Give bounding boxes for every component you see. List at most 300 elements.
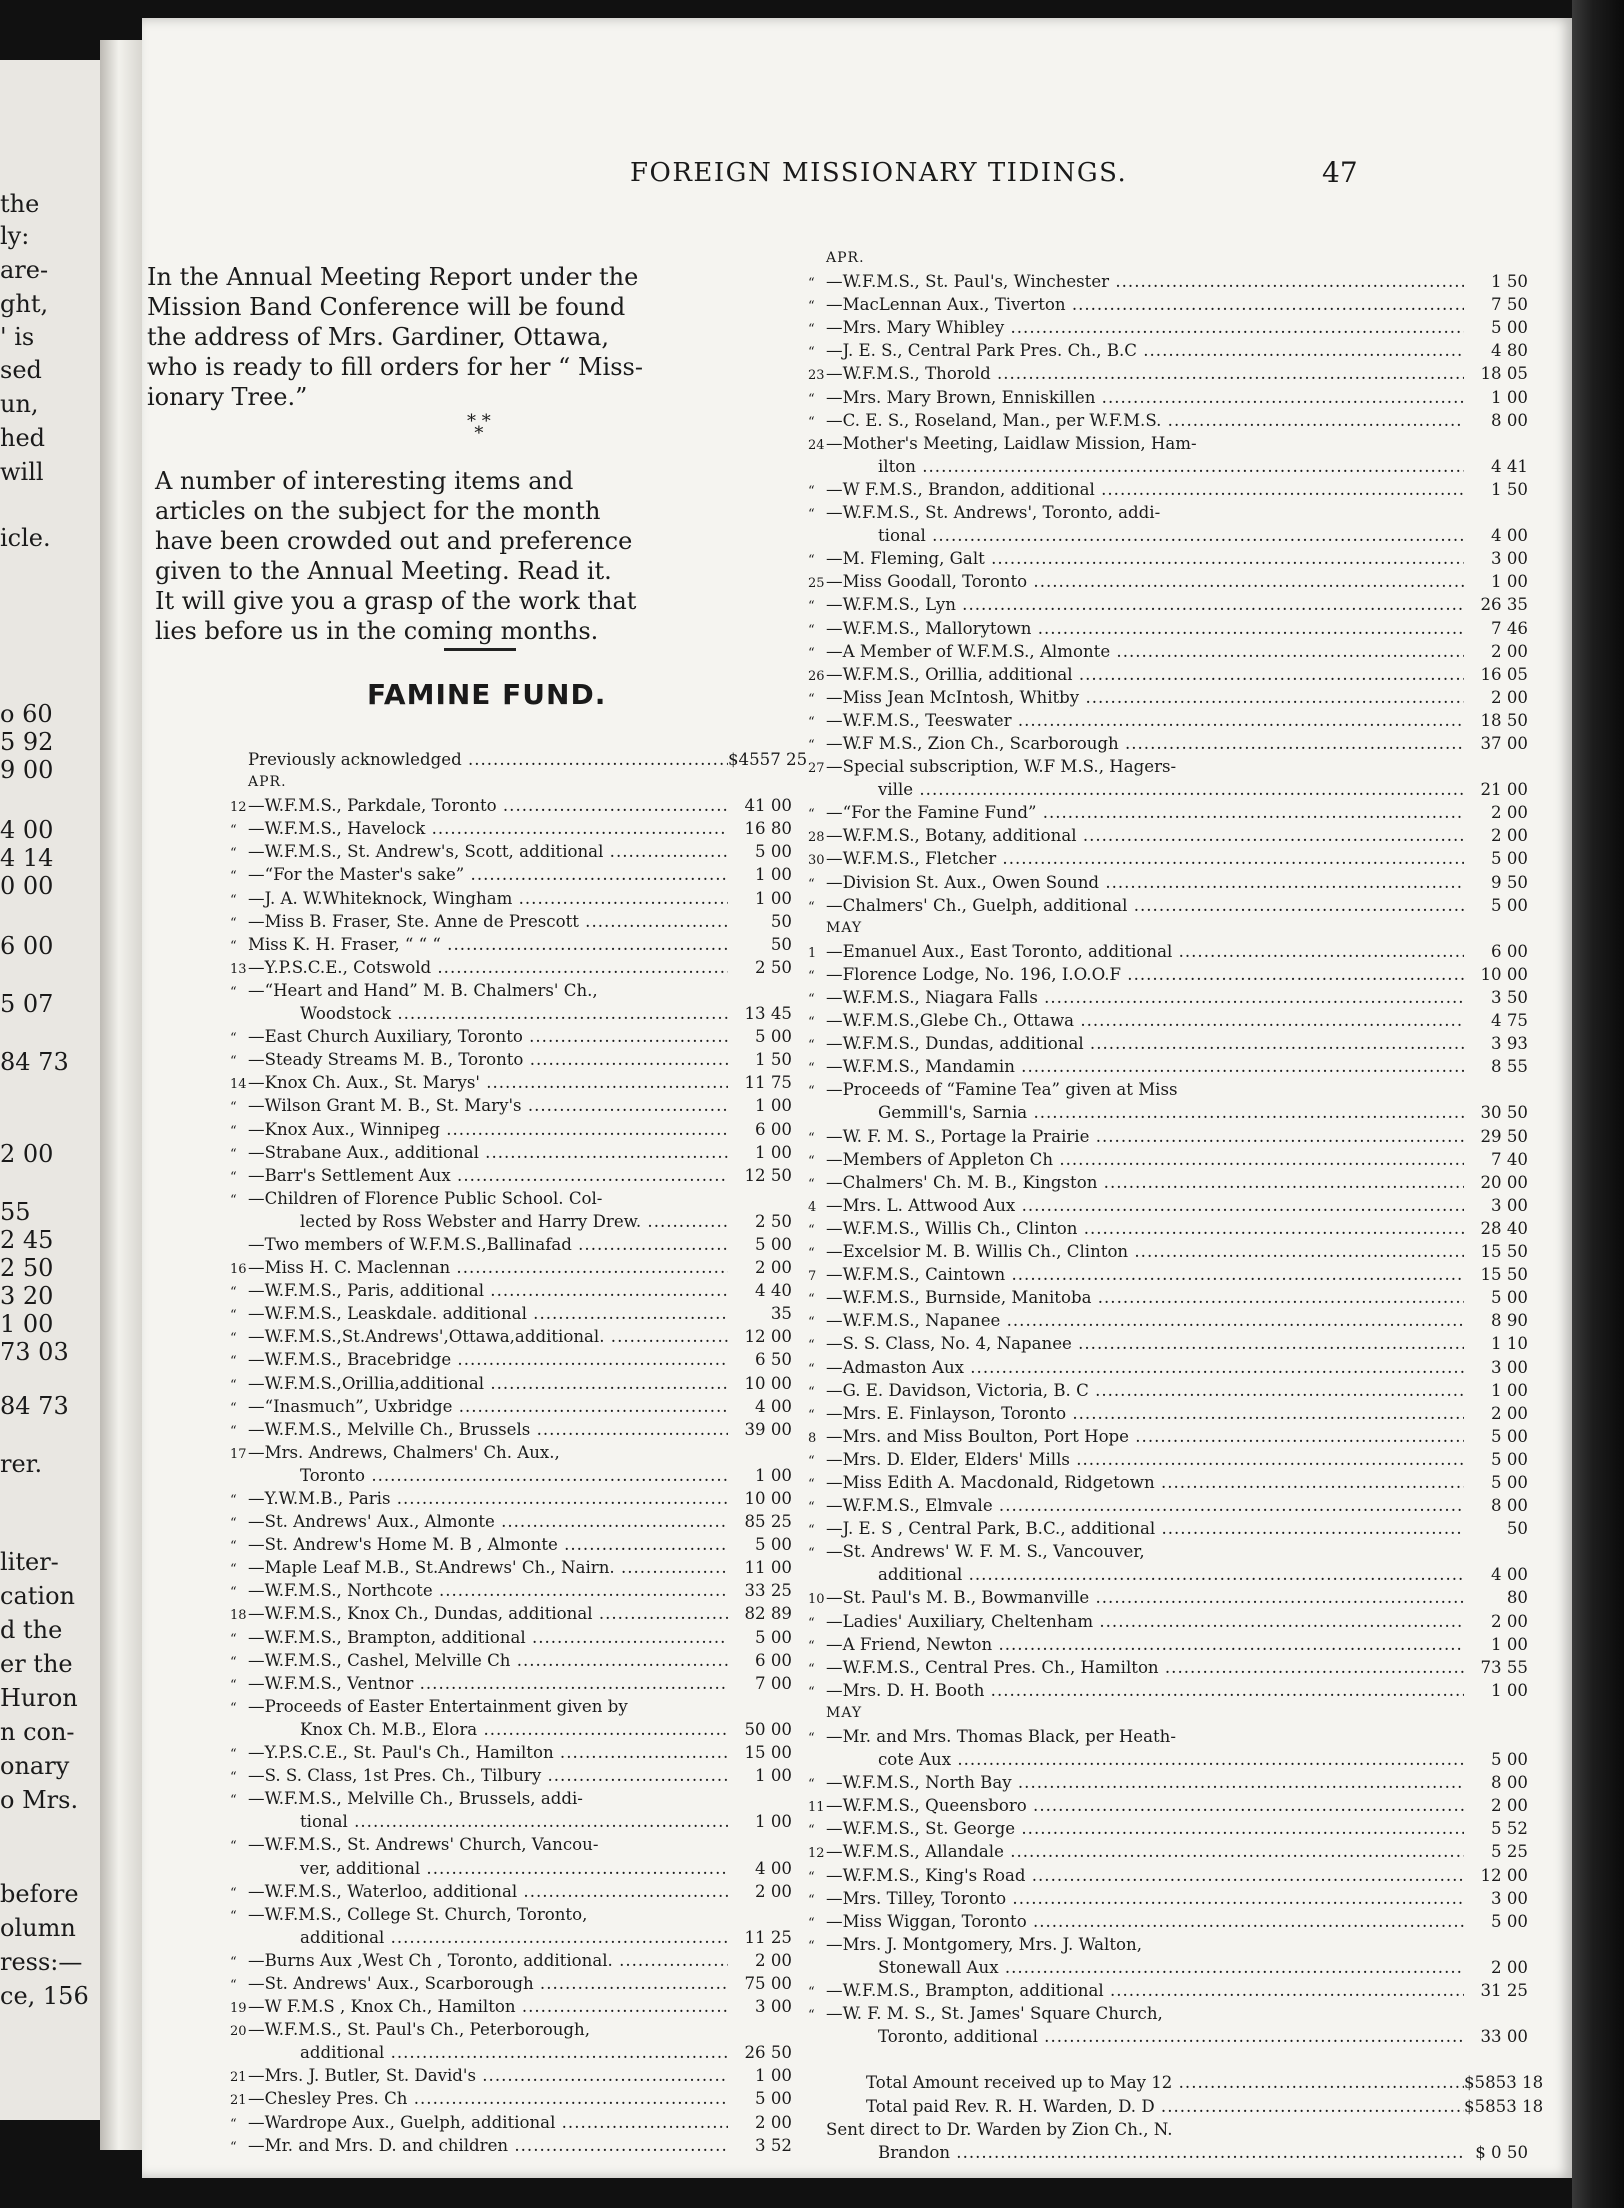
entry-date: “ — [230, 869, 237, 885]
entry-contributor: additional ..... — [248, 1926, 728, 1949]
contribution-row — [230, 1002, 792, 1025]
left-page-text: 55 — [0, 1198, 31, 1226]
entry-contributor: Previously acknowledged ..... — [248, 748, 728, 771]
entry-contributor: —St. Paul's M. B., Bowmanville ..... — [826, 1586, 1464, 1609]
contribution-row — [808, 986, 1528, 1009]
entry-amount: 1 00 — [1491, 1634, 1528, 1654]
contribution-row — [808, 2002, 1528, 2025]
contribution-row — [808, 2048, 1528, 2071]
contribution-row — [808, 1933, 1528, 1956]
entry-amount: 5 00 — [1491, 1750, 1528, 1770]
intro-line: the address of Mrs. Gardiner, Ottawa, — [147, 323, 609, 351]
contribution-row — [808, 1702, 1528, 1725]
entry-amount: 8 00 — [1491, 1773, 1528, 1793]
entry-contributor: —W.F.M.S.,Glebe Ch., Ottawa ..... — [826, 1009, 1464, 1032]
entry-date: “ — [808, 1638, 815, 1654]
entry-amount: 2 00 — [1491, 803, 1528, 823]
contribution-row — [808, 709, 1528, 732]
entry-amount: 6 50 — [755, 1350, 792, 1370]
entry-amount: 6 00 — [1491, 941, 1528, 961]
left-page-text: un, — [0, 390, 39, 418]
contribution-row — [230, 1464, 792, 1487]
entry-date: “ — [808, 714, 815, 730]
left-page-text: 73 03 — [0, 1338, 69, 1366]
entry-date: “ — [230, 1654, 237, 1670]
entry-contributor: —W F.M.S , Knox Ch., Hamilton ..... — [248, 1995, 728, 2018]
entry-contributor: —S. S. Class, No. 4, Napanee ..... — [826, 1332, 1464, 1355]
left-page-fragment — [0, 60, 112, 2120]
left-page-text: before — [0, 1880, 79, 1908]
contribution-row — [230, 2134, 792, 2157]
contribution-row — [808, 663, 1528, 686]
contribution-row — [230, 1626, 792, 1649]
entry-amount: 5 00 — [1491, 318, 1528, 338]
entry-date: 23 — [808, 368, 825, 384]
contribution-row — [230, 1649, 792, 1672]
entry-contributor: —Mrs. Mary Whibley ..... — [826, 316, 1464, 339]
entry-date: 16 — [230, 1262, 247, 1278]
entry-date: “ — [808, 1777, 815, 1793]
entry-date: “ — [230, 2116, 237, 2132]
entry-contributor: —W.F.M.S., Mandamin ..... — [826, 1055, 1464, 1078]
contribution-row — [808, 1864, 1528, 1887]
entry-amount: 5 00 — [1491, 1472, 1528, 1492]
separator-stars: * * * — [467, 411, 491, 444]
entry-date: 11 — [808, 1800, 825, 1816]
contribution-row — [808, 1309, 1528, 1332]
entry-date: “ — [808, 414, 815, 430]
entry-date: “ — [230, 1885, 237, 1901]
entry-contributor: —Miss Wiggan, Toronto ..... — [826, 1910, 1464, 1933]
contribution-row — [808, 1956, 1528, 1979]
entry-amount: 50 — [1506, 1519, 1528, 1539]
entry-contributor: —Steady Streams M. B., Toronto ..... — [248, 1048, 728, 1071]
entry-contributor: tional ..... — [826, 524, 1464, 547]
entry-amount: 1 00 — [755, 865, 792, 885]
contribution-row — [808, 1148, 1528, 1171]
entry-date: 7 — [808, 1269, 817, 1285]
contribution-row — [808, 316, 1528, 339]
entry-contributor: —A Friend, Newton ..... — [826, 1633, 1464, 1656]
contribution-row — [808, 894, 1528, 917]
entry-date: “ — [808, 553, 815, 569]
entry-amount: 15 00 — [744, 1743, 792, 1763]
entry-contributor: ilton ..... — [826, 455, 1464, 478]
entry-amount: 31 25 — [1480, 1981, 1528, 2001]
entry-amount: 1 00 — [1491, 1680, 1528, 1700]
entry-contributor: —Y.P.S.C.E., St. Paul's Ch., Hamilton ..... — [248, 1741, 728, 1764]
entry-amount: 15 50 — [1480, 1265, 1528, 1285]
entry-date: “ — [230, 1977, 237, 1993]
left-page-text: are- — [0, 256, 49, 284]
entry-contributor: —W.F.M.S.,St.Andrews',Ottawa,additional. ..... — [248, 1325, 728, 1348]
entry-contributor: —Ladies' Auxiliary, Cheltenham ..... — [826, 1610, 1464, 1633]
entry-date: “ — [808, 1246, 815, 1262]
contribution-row — [808, 2118, 1528, 2141]
entry-contributor: —Miss Goodall, Toronto ..... — [826, 570, 1464, 593]
entry-contributor: —C. E. S., Roseland, Man., per W.F.M.S. ..... — [826, 409, 1464, 432]
contribution-row — [230, 2087, 792, 2110]
entry-amount: 2 00 — [1491, 1796, 1528, 1816]
contribution-row — [808, 478, 1528, 501]
entry-date: 10 — [808, 1592, 825, 1608]
contribution-row — [230, 1741, 792, 1764]
entry-amount: 12 50 — [744, 1165, 792, 1185]
contribution-row — [808, 917, 1528, 940]
entry-amount: 1 50 — [755, 1050, 792, 1070]
entry-amount: 26 35 — [1480, 595, 1528, 615]
left-page-text: hed — [0, 424, 46, 452]
entry-amount: 30 50 — [1480, 1103, 1528, 1123]
contribution-row — [230, 1995, 792, 2018]
contribution-row — [808, 1656, 1528, 1679]
contribution-row — [808, 1979, 1528, 2002]
entry-contributor: —W. F. M. S., St. James' Square Church, — [826, 2004, 1163, 2024]
contribution-row — [230, 1118, 792, 1141]
contribution-row — [808, 1379, 1528, 1402]
notice-line: A number of interesting items and — [155, 467, 574, 495]
entry-contributor: —Division St. Aux., Owen Sound ..... — [826, 871, 1464, 894]
entry-amount: $5853 18 — [1464, 2073, 1544, 2093]
contribution-row — [230, 1256, 792, 1279]
entry-contributor: —Two members of W.F.M.S.,Ballinafad ..... — [248, 1233, 728, 1256]
entry-date: “ — [230, 846, 237, 862]
entry-amount: 7 40 — [1491, 1149, 1528, 1169]
entry-amount: 1 00 — [755, 888, 792, 908]
entry-contributor: —Mother's Meeting, Laidlaw Mission, Ham- — [826, 433, 1197, 453]
entry-date: “ — [230, 1031, 237, 1047]
entry-amount: 2 00 — [1491, 1611, 1528, 1631]
left-page-text: liter- — [0, 1548, 59, 1576]
entry-contributor: —Mrs. D. Elder, Elders' Mills ..... — [826, 1448, 1464, 1471]
entry-amount: 1 00 — [755, 1465, 792, 1485]
entry-amount: 5 00 — [1491, 1449, 1528, 1469]
contribution-row — [808, 871, 1528, 894]
contribution-row — [808, 409, 1528, 432]
contributions-list-left — [230, 748, 808, 2157]
contribution-row — [230, 2064, 792, 2087]
contribution-row — [230, 1348, 792, 1371]
contribution-row — [230, 1602, 792, 1625]
entry-contributor: —St. Andrews' W. F. M. S., Vancouver, — [826, 1542, 1145, 1562]
entry-amount: 50 — [770, 911, 792, 931]
entry-amount: 4 00 — [755, 1396, 792, 1416]
contribution-row — [230, 1810, 792, 1833]
entry-amount: 1 50 — [1491, 479, 1528, 499]
entry-contributor: —W.F.M.S., Brampton, additional ..... — [248, 1626, 728, 1649]
entry-amount: 1 00 — [755, 1812, 792, 1832]
entry-contributor: —“Heart and Hand” M. B. Chalmers' Ch., — [248, 980, 598, 1000]
contribution-row — [808, 270, 1528, 293]
entry-date: “ — [230, 1770, 237, 1786]
contribution-row — [230, 1441, 792, 1464]
entry-amount: 2 00 — [755, 1881, 792, 1901]
entry-amount: 1 00 — [1491, 387, 1528, 407]
contribution-row — [808, 432, 1528, 455]
contribution-row — [808, 617, 1528, 640]
notice-line: articles on the subject for the month — [155, 497, 601, 525]
entry-date: “ — [230, 2139, 237, 2155]
entry-amount: 8 90 — [1491, 1311, 1528, 1331]
entry-contributor: —“Inasmuch”, Uxbridge ..... — [248, 1395, 728, 1418]
entry-date: “ — [808, 322, 815, 338]
entry-contributor: —W.F.M.S., Orillia, additional ..... — [826, 663, 1464, 686]
contribution-row — [230, 1187, 792, 1210]
entry-contributor: —W.F.M.S., Burnside, Manitoba ..... — [826, 1286, 1464, 1309]
entry-contributor: —St. Andrews' Aux., Scarborough ..... — [248, 1972, 728, 1995]
contribution-row — [230, 1833, 792, 1856]
entry-amount: 3 00 — [755, 1997, 792, 2017]
entry-amount: 5 00 — [755, 1234, 792, 1254]
contribution-row — [230, 1372, 792, 1395]
contribution-row — [230, 1695, 792, 1718]
entry-amount: 1 00 — [755, 1142, 792, 1162]
entry-contributor: —W.F.M.S., St. Paul's Ch., Peterborough, — [248, 2020, 591, 2040]
entry-contributor: MAY — [826, 1704, 863, 1721]
entry-amount: 73 55 — [1480, 1657, 1528, 1677]
entry-amount: 11 75 — [744, 1073, 792, 1093]
contribution-row — [808, 1679, 1528, 1702]
entry-contributor: —W.F.M.S., Niagara Falls ..... — [826, 986, 1464, 1009]
contribution-row — [230, 2018, 792, 2041]
entry-contributor: —Mrs. Tilley, Toronto ..... — [826, 1887, 1464, 1910]
entry-contributor: —A Member of W.F.M.S., Almonte ..... — [826, 640, 1464, 663]
entry-contributor: APR. — [826, 250, 865, 266]
entry-contributor: Total paid Rev. R. H. Warden, D. D ..... — [826, 2095, 1464, 2118]
contribution-row — [230, 1579, 792, 1602]
entry-contributor: —W.F.M.S., Caintown ..... — [826, 1263, 1464, 1286]
contribution-row — [808, 1471, 1528, 1494]
contribution-row — [808, 455, 1528, 478]
entry-contributor: —W.F.M.S., Mallorytown ..... — [826, 617, 1464, 640]
section-title: FAMINE FUND. — [367, 678, 607, 711]
entry-contributor: —St. Andrew's Home M. B , Almonte ..... — [248, 1533, 728, 1556]
entry-date: 30 — [808, 853, 825, 869]
entry-amount: 7 00 — [755, 1673, 792, 1693]
contribution-row — [808, 778, 1528, 801]
entry-date: “ — [808, 1500, 815, 1516]
left-page-text: o Mrs. — [0, 1786, 79, 1814]
contribution-row — [230, 1787, 792, 1810]
entry-amount: 2 00 — [1491, 641, 1528, 661]
entry-date: “ — [230, 1146, 237, 1162]
entry-date: “ — [230, 1100, 237, 1116]
contribution-row — [230, 1141, 792, 1164]
entry-contributor: —Maple Leaf M.B., St.Andrews' Ch., Nairn. ..... — [248, 1556, 728, 1579]
entry-date: “ — [808, 1015, 815, 1031]
left-page-text: ce, 156 — [0, 1982, 89, 2010]
entry-amount: 5 00 — [755, 1535, 792, 1555]
entry-contributor: —W.F.M.S., Parkdale, Toronto ..... — [248, 794, 728, 817]
contribution-row — [230, 817, 792, 840]
entry-amount: 5 00 — [1491, 1911, 1528, 1931]
entry-date: “ — [808, 2008, 815, 2024]
entry-contributor: —G. E. Davidson, Victoria, B. C ..... — [826, 1379, 1464, 1402]
intro-paragraph — [147, 262, 735, 412]
entry-date: “ — [808, 1407, 815, 1423]
entry-amount: 5 00 — [755, 842, 792, 862]
contribution-row — [808, 2095, 1544, 2118]
entry-amount: 8 00 — [1491, 1496, 1528, 1516]
entry-amount: 2 00 — [1491, 1957, 1528, 1977]
entry-amount: 3 00 — [1491, 549, 1528, 569]
entry-date: “ — [230, 1747, 237, 1763]
entry-amount: 20 00 — [1480, 1172, 1528, 1192]
entry-contributor: —J. A. W.Whiteknock, Wingham ..... — [248, 887, 728, 910]
entry-date: “ — [808, 1338, 815, 1354]
contribution-row — [230, 1094, 792, 1117]
entry-amount: $5853 18 — [1464, 2096, 1544, 2116]
entry-amount: 5 00 — [755, 2089, 792, 2109]
entry-amount: 11 25 — [744, 1927, 792, 1947]
contribution-row — [808, 570, 1528, 593]
contribution-row — [230, 956, 792, 979]
contribution-row — [230, 979, 792, 1002]
entry-date: “ — [230, 1562, 237, 1578]
contribution-row — [808, 1563, 1528, 1586]
entry-date: 28 — [808, 830, 825, 846]
entry-amount: 5 00 — [755, 1027, 792, 1047]
contribution-row — [808, 1725, 1528, 1748]
entry-date: “ — [230, 823, 237, 839]
entry-contributor: APR. — [248, 774, 287, 791]
contribution-row — [808, 1910, 1528, 1933]
left-page-text: onary — [0, 1752, 70, 1780]
contribution-row — [808, 1194, 1528, 1217]
entry-contributor: —W.F.M.S., Botany, additional ..... — [826, 824, 1464, 847]
entry-amount: 4 00 — [755, 1858, 792, 1878]
book-gutter — [100, 40, 142, 2150]
entry-amount: 21 00 — [1480, 780, 1528, 800]
entry-amount: $ 0 50 — [1475, 2142, 1528, 2162]
entry-amount: 50 — [770, 934, 792, 954]
entry-date: “ — [808, 1315, 815, 1331]
entry-date: 25 — [808, 576, 825, 592]
entry-amount: 15 50 — [1480, 1242, 1528, 1262]
entry-contributor: Woodstock ..... — [248, 1002, 728, 1025]
contribution-row — [230, 1025, 792, 1048]
entry-amount: 39 00 — [744, 1419, 792, 1439]
entry-date: “ — [230, 1908, 237, 1924]
entry-contributor: —Mrs. E. Finlayson, Toronto ..... — [826, 1402, 1464, 1425]
entry-amount: 5 25 — [1491, 1842, 1528, 1862]
entry-amount: 33 00 — [1480, 2027, 1528, 2047]
intro-line: In the Annual Meeting Report under the — [147, 263, 639, 291]
left-page-text: 5 07 — [0, 990, 54, 1018]
contribution-row — [808, 732, 1528, 755]
entry-date: 21 — [230, 2070, 247, 2086]
entry-date: “ — [230, 915, 237, 931]
entry-amount: 4 80 — [1491, 341, 1528, 361]
entry-contributor: —Mrs. and Miss Boulton, Port Hope ..... — [826, 1425, 1464, 1448]
entry-date: “ — [808, 1985, 815, 2001]
intro-line: Mission Band Conference will be found — [147, 293, 626, 321]
left-page-text: 2 50 — [0, 1254, 54, 1282]
entry-amount: 3 00 — [1491, 1888, 1528, 1908]
contribution-row — [808, 247, 1528, 270]
notice-line: lies before us in the coming months. — [155, 617, 599, 645]
entry-date: “ — [230, 892, 237, 908]
entry-amount: 2 00 — [1491, 687, 1528, 707]
entry-contributor: —Barr's Settlement Aux ..... — [248, 1164, 728, 1187]
entry-date: “ — [808, 1476, 815, 1492]
entry-date: 8 — [808, 1430, 817, 1446]
entry-date: “ — [230, 1700, 237, 1716]
entry-date: “ — [230, 1516, 237, 1532]
entry-contributor: —MacLennan Aux., Tiverton ..... — [826, 293, 1464, 316]
entry-contributor: —W.F.M.S., St. George ..... — [826, 1817, 1464, 1840]
entry-contributor: Total Amount received up to May 12 ..... — [826, 2071, 1464, 2094]
entry-date: “ — [230, 1331, 237, 1347]
contribution-row — [808, 593, 1528, 616]
left-page-text: 0 00 — [0, 872, 54, 900]
entry-amount: 2 00 — [755, 1950, 792, 1970]
entry-amount: 28 40 — [1480, 1218, 1528, 1238]
contribution-row — [808, 1887, 1528, 1910]
entry-date: “ — [808, 968, 815, 984]
left-page-text: cation — [0, 1582, 75, 1610]
entry-amount: 12 00 — [744, 1327, 792, 1347]
entry-date: “ — [230, 1954, 237, 1970]
contribution-row — [808, 1817, 1528, 1840]
entry-date: “ — [808, 1661, 815, 1677]
entry-date: “ — [230, 1631, 237, 1647]
entry-date: “ — [808, 1684, 815, 1700]
entry-amount: 35 — [770, 1304, 792, 1324]
entry-contributor: —Miss Edith A. Macdonald, Ridgetown ..... — [826, 1471, 1464, 1494]
contribution-row — [230, 1048, 792, 1071]
entry-date: “ — [808, 483, 815, 499]
entry-date: “ — [808, 1615, 815, 1631]
contribution-row — [808, 1101, 1528, 1124]
contribution-row — [808, 1748, 1528, 1771]
entry-date: 21 — [230, 2093, 247, 2109]
contribution-row — [808, 2141, 1528, 2164]
entry-contributor: —Mr. and Mrs. D. and children ..... — [248, 2134, 728, 2157]
page-number: 47 — [1322, 156, 1358, 189]
entry-amount: 2 00 — [1491, 1403, 1528, 1423]
entry-date: “ — [808, 599, 815, 615]
intro-line: ionary Tree.” — [147, 383, 308, 411]
contribution-row — [808, 1540, 1528, 1563]
entry-contributor: —Mrs. Andrews, Chalmers' Ch. Aux., — [248, 1442, 560, 1462]
entry-date: “ — [808, 1176, 815, 1192]
entry-date: “ — [808, 1084, 815, 1100]
entry-amount: 13 45 — [744, 1004, 792, 1024]
entry-contributor: —W.F M.S., Zion Ch., Scarborough ..... — [826, 732, 1464, 755]
contribution-row — [808, 2025, 1528, 2048]
contributions-list-right — [808, 247, 1544, 2164]
entry-contributor: —Excelsior M. B. Willis Ch., Clinton ..... — [826, 1240, 1464, 1263]
entry-date: “ — [230, 1377, 237, 1393]
entry-contributor: —J. E. S., Central Park Pres. Ch., B.C ..... — [826, 339, 1464, 362]
notice-line: have been crowded out and preference — [155, 527, 633, 555]
contribution-row — [808, 1517, 1528, 1540]
entry-date: “ — [808, 1130, 815, 1146]
contribution-row — [808, 640, 1528, 663]
entry-contributor: cote Aux ..... — [826, 1748, 1464, 1771]
contribution-row — [808, 963, 1528, 986]
entry-amount: 37 00 — [1480, 733, 1528, 753]
entry-date: “ — [230, 938, 237, 954]
entry-date: 24 — [808, 437, 825, 453]
entry-date: “ — [808, 1546, 815, 1562]
contribution-row — [808, 1448, 1528, 1471]
entry-date: “ — [230, 1585, 237, 1601]
entry-contributor: —W.F.M.S., St. Andrews', Toronto, addi- — [826, 503, 1161, 523]
contribution-row — [808, 847, 1528, 870]
contribution-row — [230, 1926, 792, 1949]
